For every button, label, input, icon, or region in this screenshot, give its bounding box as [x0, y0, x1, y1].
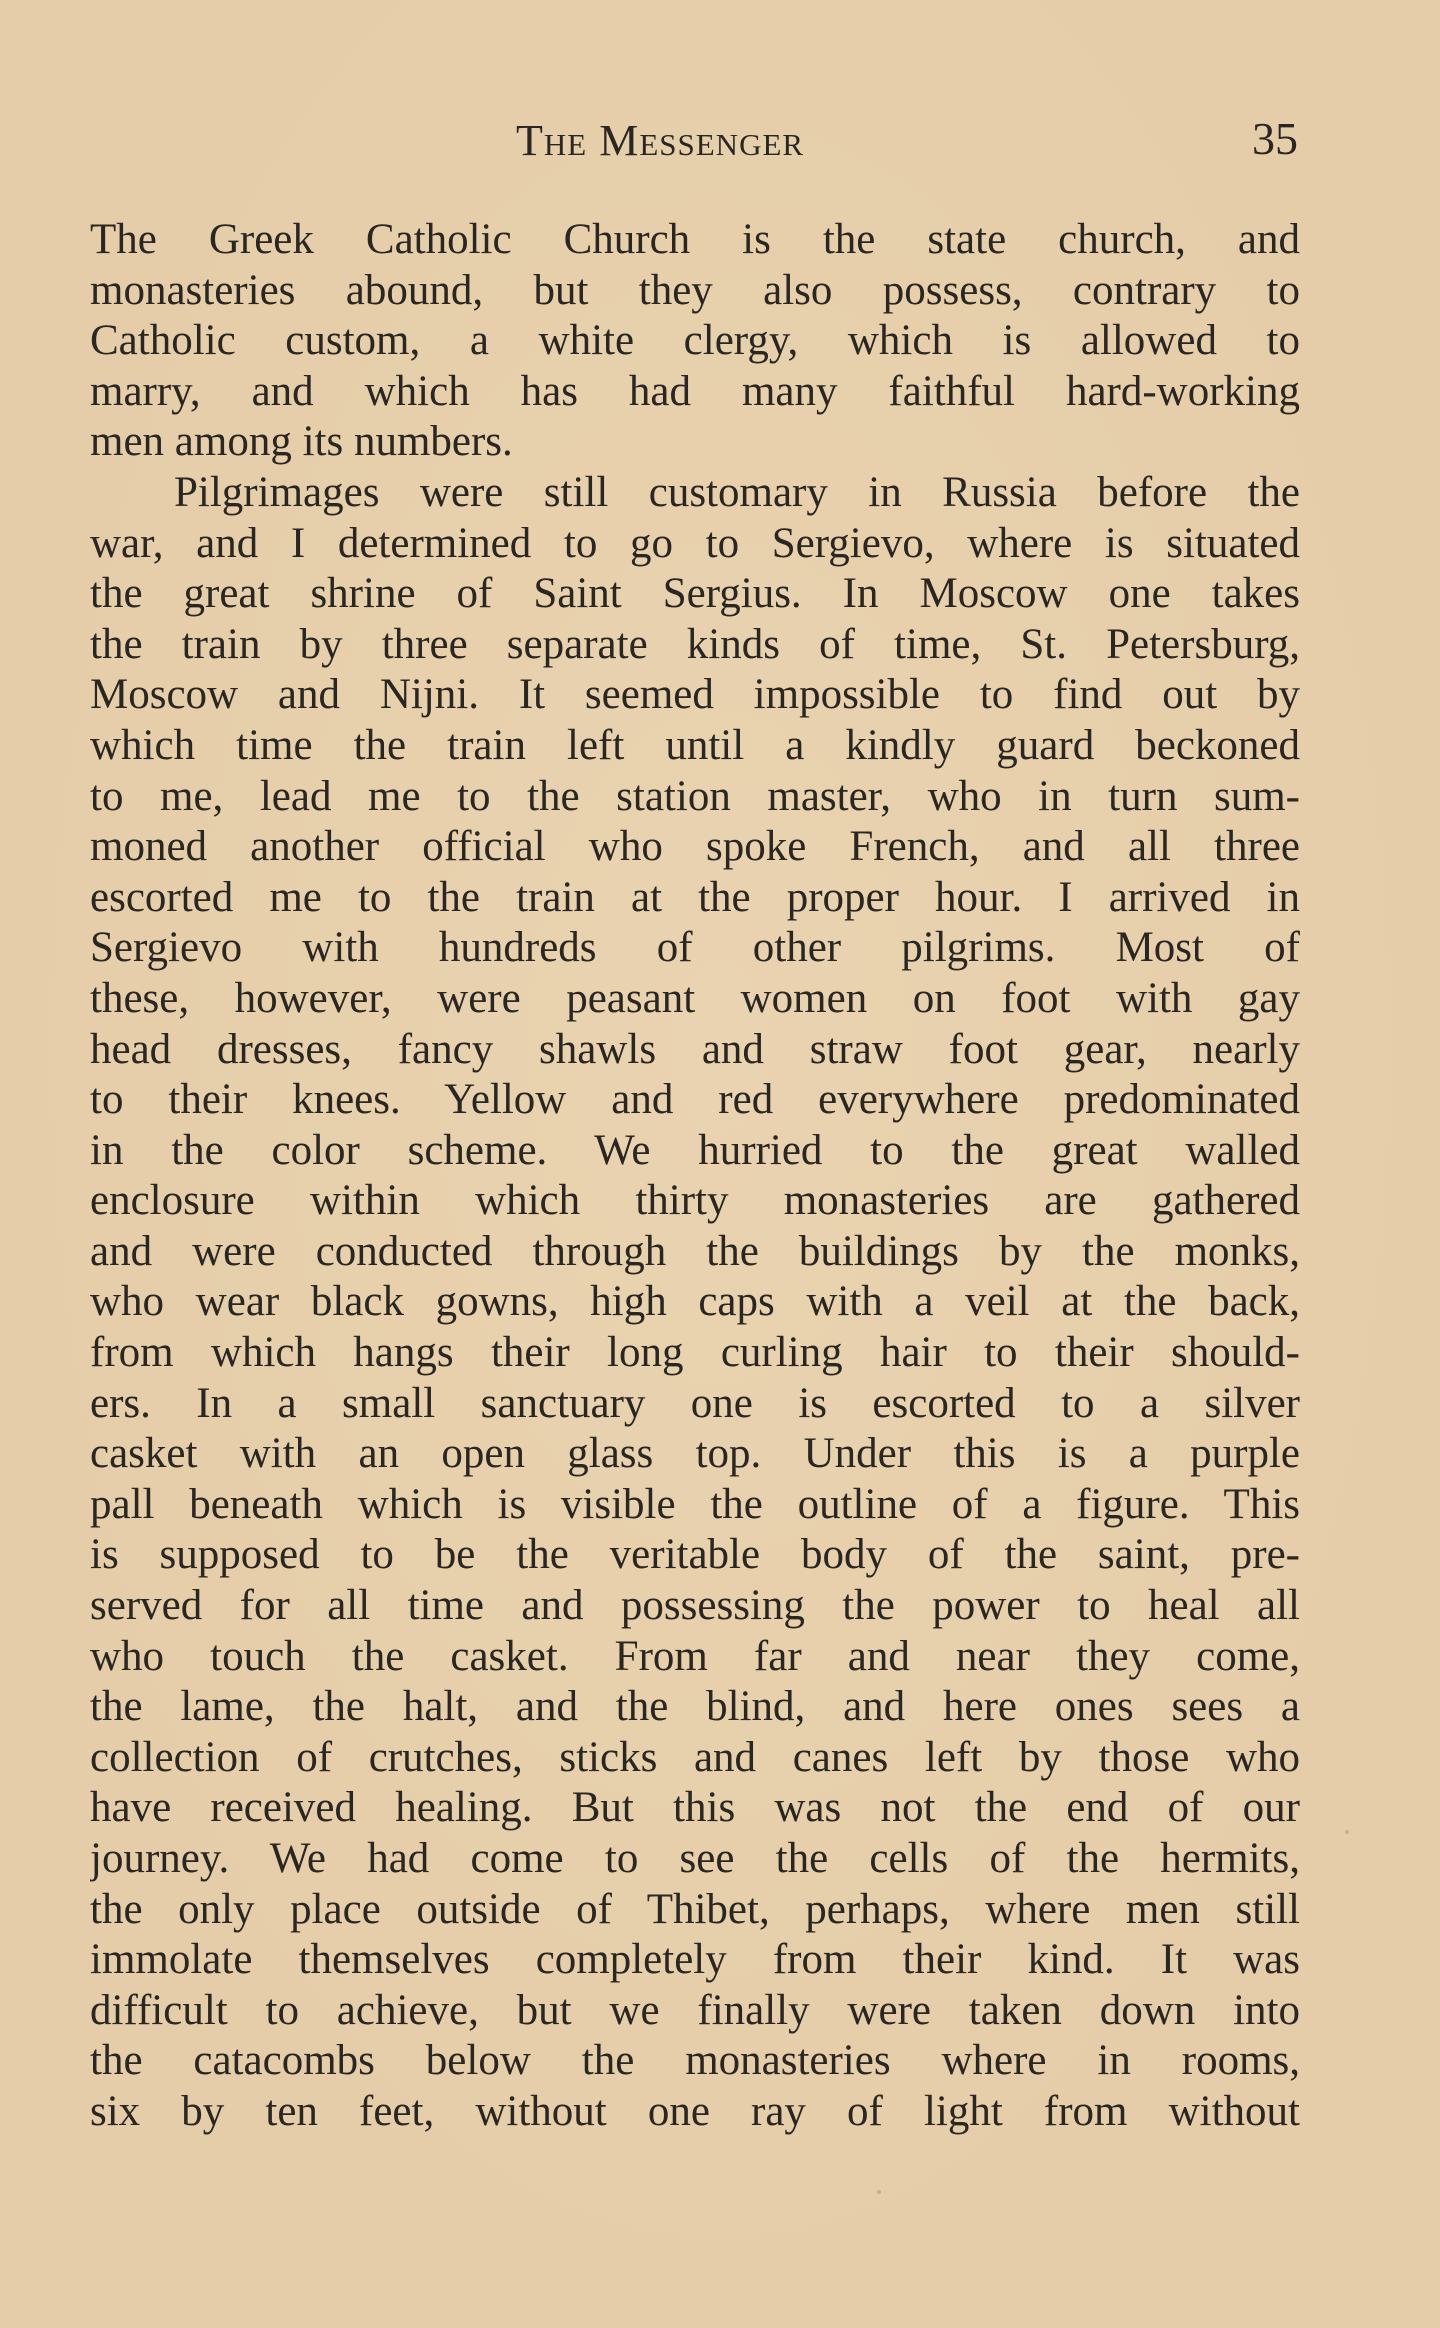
text-line: these, however, were peasant women on foot with gay	[90, 974, 1300, 1022]
text-line: the train by three separate kinds of time, St. Petersburg,	[90, 620, 1300, 668]
text-line: war, and I determined to go to Sergievo, where is situated	[90, 519, 1300, 567]
page-number: 35	[1252, 113, 1298, 164]
text-line: who wear black gowns, high caps with a veil at the back,	[90, 1278, 1300, 1326]
text-line: to their knees. Yellow and red everywhere predominated	[90, 1076, 1300, 1124]
text-line: is supposed to be the veritable body of the saint, pre-	[90, 1531, 1300, 1579]
text-line: the great shrine of Saint Sergius. In Moscow one takes	[90, 570, 1300, 618]
text-line: monasteries abound, but they also possess, contrary to	[90, 266, 1300, 314]
text-line: casket with an open glass top. Under this is a purple	[90, 1430, 1300, 1478]
text-line: Pilgrimages were still customary in Russia before the	[174, 468, 1300, 516]
text-line: Moscow and Nijni. It seemed impossible to find out by	[90, 671, 1300, 719]
text-line: from which hangs their long curling hair to their should-	[90, 1329, 1300, 1377]
text-line: marry, and which has had many faithful hard-working	[90, 367, 1300, 415]
paper-speck	[877, 2190, 881, 2194]
text-line: collection of crutches, sticks and canes left by those who	[90, 1733, 1300, 1781]
text-line: escorted me to the train at the proper hour. I arrived in	[90, 873, 1300, 921]
text-line: Sergievo with hundreds of other pilgrims. Most of	[90, 924, 1300, 972]
text-line: difficult to achieve, but we finally were taken down into	[90, 1986, 1300, 2034]
text-line: enclosure within which thirty monasteries are gathered	[90, 1177, 1300, 1225]
paper-speck	[1345, 1830, 1349, 1834]
text-line: head dresses, fancy shawls and straw foot gear, nearly	[90, 1025, 1300, 1073]
text-line: the catacombs below the monasteries where in rooms,	[90, 2037, 1300, 2085]
text-line: have received healing. But this was not the end of our	[90, 1784, 1300, 1832]
text-line: journey. We had come to see the cells of the hermits,	[90, 1835, 1300, 1882]
text-line: and were conducted through the buildings by the monks,	[90, 1227, 1300, 1275]
text-line: ers. In a small sanctuary one is escorted to a silver	[90, 1379, 1300, 1427]
text-line: pall beneath which is visible the outline of a figure. This	[90, 1480, 1300, 1528]
text-line: moned another official who spoke French, and all three	[90, 823, 1300, 871]
text-line: served for all time and possessing the power to heal all	[90, 1582, 1300, 1630]
body-text	[90, 215, 1300, 2138]
text-line: Catholic custom, a white clergy, which is allowed to	[90, 317, 1300, 365]
text-line: the lame, the halt, and the blind, and here ones sees a	[90, 1683, 1300, 1731]
text-line: men among its numbers.	[90, 418, 513, 466]
text-line: to me, lead me to the station master, who in turn sum-	[90, 772, 1300, 820]
text-line: the only place outside of Thibet, perhaps, where men still	[90, 1885, 1300, 1933]
text-line: six by ten feet, without one ray of light from without	[90, 2087, 1300, 2135]
text-line: The Greek Catholic Church is the state church, and	[90, 216, 1300, 263]
text-line: in the color scheme. We hurried to the great walled	[90, 1126, 1300, 1174]
text-line: immolate themselves completely from their kind. It was	[90, 1936, 1300, 1984]
text-line: which time the train left until a kindly guard beckoned	[90, 721, 1300, 769]
text-line: who touch the casket. From far and near they come,	[90, 1632, 1300, 1680]
running-head-title: The Messenger	[516, 116, 805, 165]
